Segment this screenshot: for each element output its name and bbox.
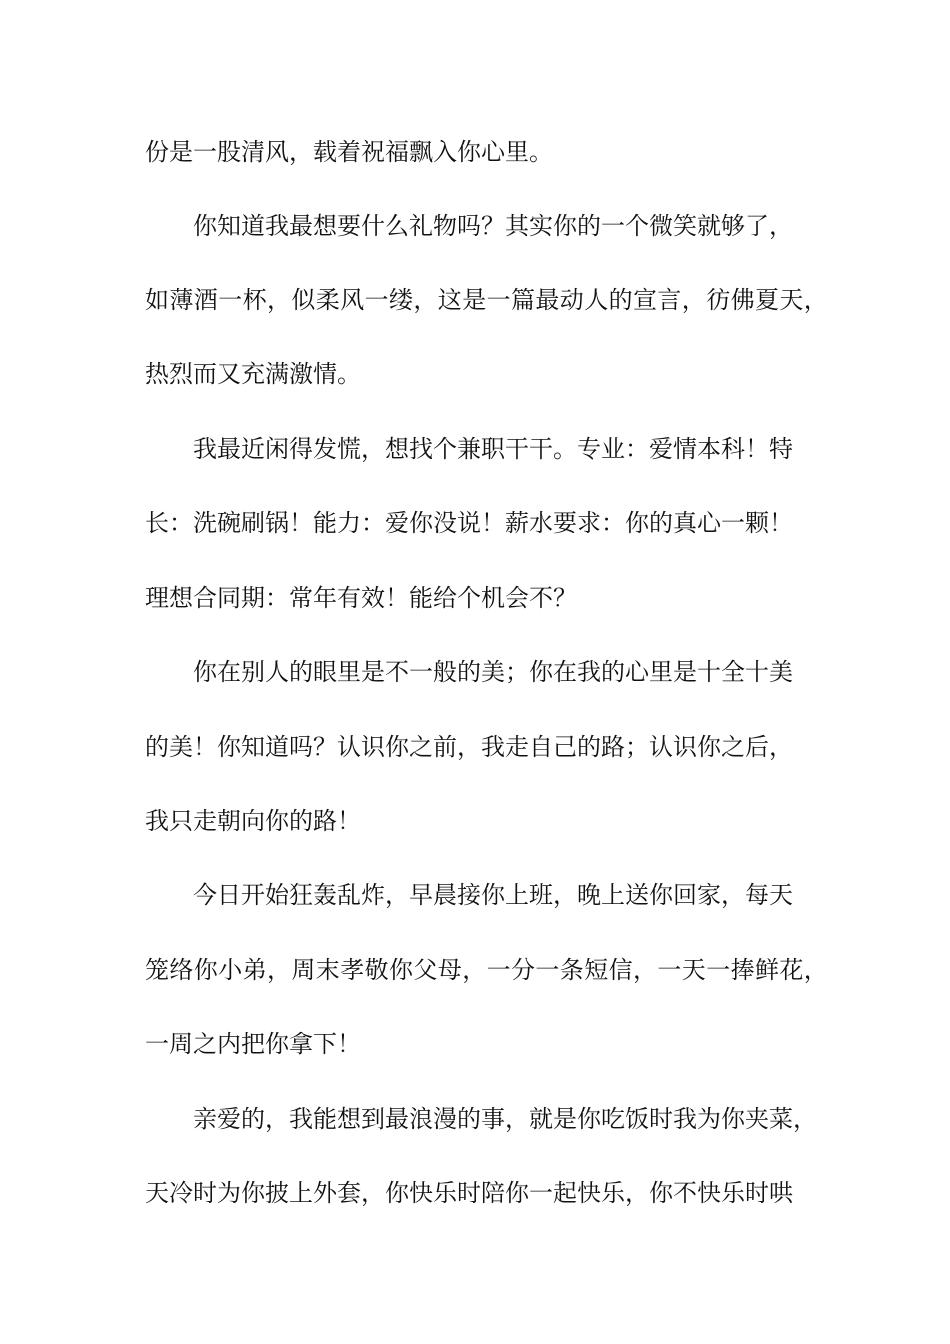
text-line: 天冷时为你披上外套，你快乐时陪你一起快乐，你不快乐时哄 <box>145 1179 793 1207</box>
text-line: 长：洗碗刷锅！能力：爱你没说！薪水要求：你的真心一颗！ <box>145 509 793 537</box>
text-line: 一周之内把你拿下！ <box>145 1030 361 1058</box>
text-line: 份是一股清风，载着祝福飘入你心里。 <box>145 138 553 166</box>
paragraph-first-line: 你在别人的眼里是不一般的美；你在我的心里是十全十美 <box>193 658 793 686</box>
text-line: 笼络你小弟，周末孝敬你父母，一分一条短信，一天一捧鲜花， <box>145 956 829 984</box>
text-line: 如薄酒一杯，似柔风一缕，这是一篇最动人的宣言，彷佛夏天， <box>145 286 829 314</box>
text-line: 热烈而又充满激情。 <box>145 360 361 388</box>
paragraph-first-line: 你知道我最想要什么礼物吗？其实你的一个微笑就够了， <box>193 212 793 240</box>
paragraph-first-line: 我最近闲得发慌，想找个兼职干干。专业：爱情本科！特 <box>193 435 793 463</box>
text-line: 我只走朝向你的路！ <box>145 807 361 835</box>
text-line: 理想合同期：常年有效！能给个机会不？ <box>145 584 577 612</box>
paragraph-first-line: 亲爱的，我能想到最浪漫的事，就是你吃饭时我为你夹菜， <box>193 1105 817 1133</box>
paragraph-first-line: 今日开始狂轰乱炸，早晨接你上班，晚上送你回家，每天 <box>193 881 793 909</box>
text-line: 的美！你知道吗？认识你之前，我走自己的路；认识你之后， <box>145 733 793 761</box>
